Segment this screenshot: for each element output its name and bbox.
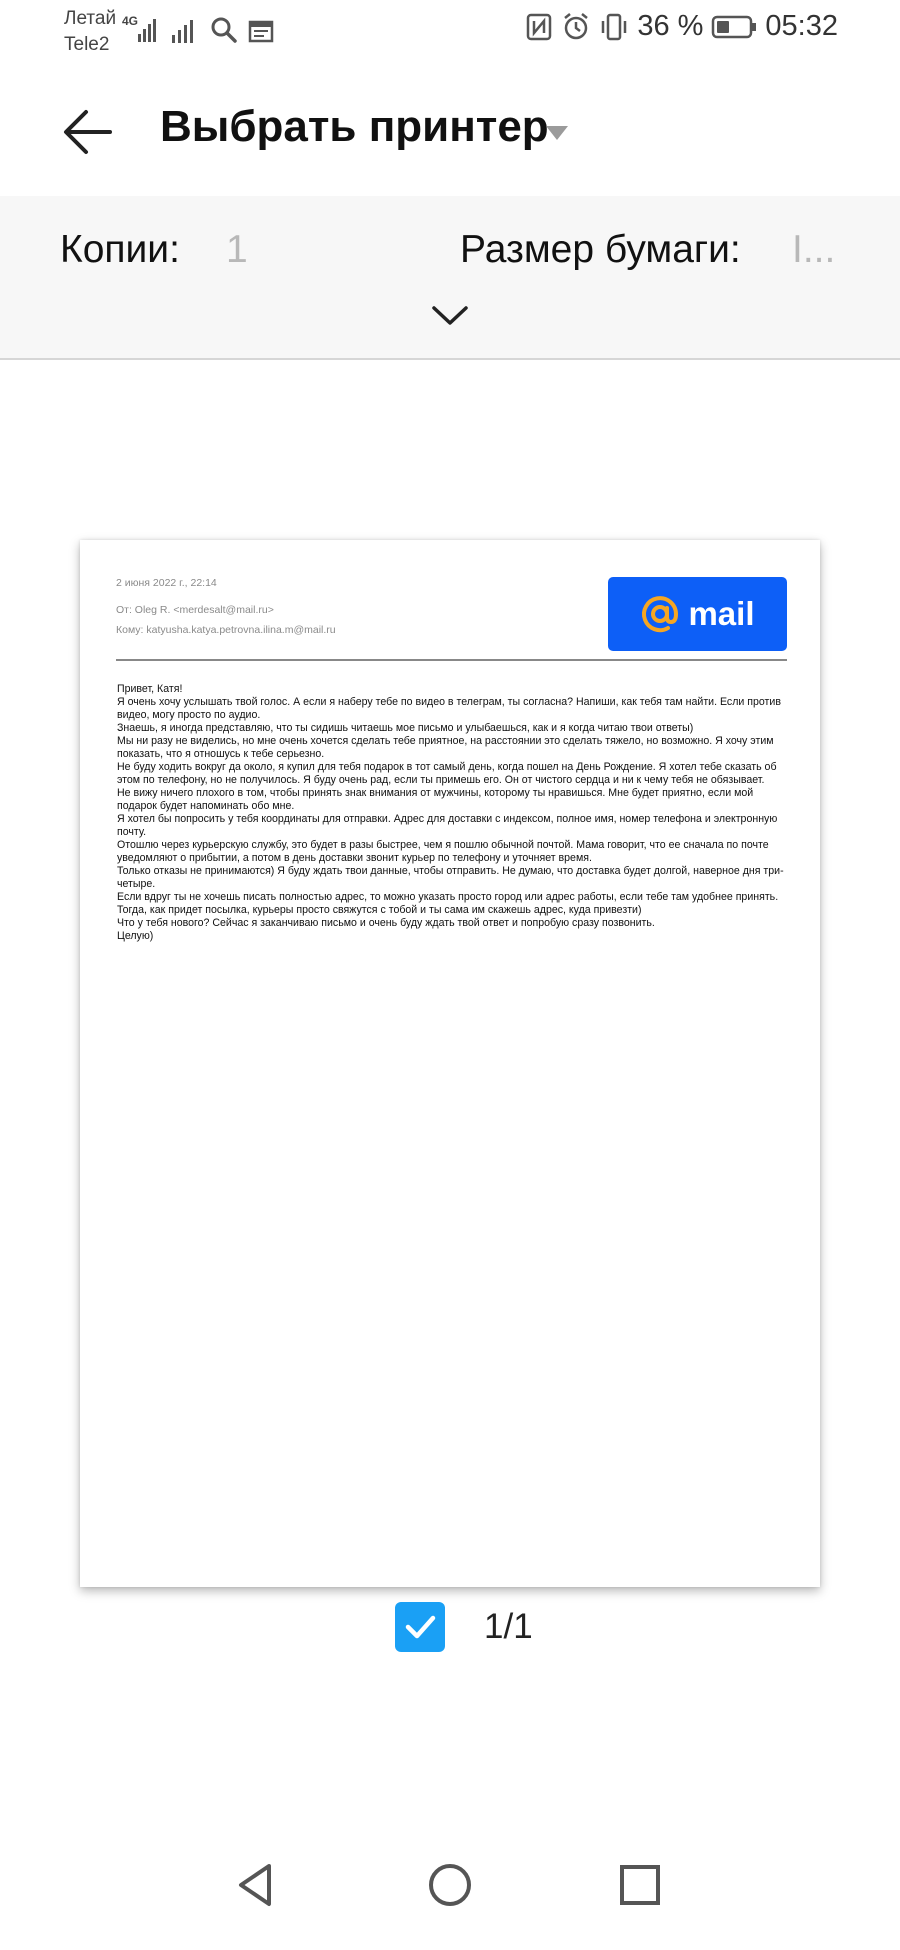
mail-logo — [608, 577, 787, 651]
body-line: Мы ни разу не виделись, но мне очень хочется сделать тебе приятное, на расстоянии это сделать тяжело, но возможно. Я хочу этим показать, что я отношусь к тебе серьезно. — [117, 735, 774, 760]
caret-down-icon[interactable] — [544, 124, 570, 142]
body-line: Целую) — [117, 930, 154, 942]
email-date: 2 июня 2022 г., 22:14 — [116, 577, 217, 589]
body-line: Что у тебя нового? Сейчас я заканчиваю письмо и очень буду ждать твой ответ и попробую сразу позвонить. — [117, 917, 655, 929]
copies-field[interactable]: 1 — [226, 228, 248, 271]
page-select-checkbox[interactable] — [395, 1602, 445, 1652]
body-line: Только отказы не принимаются) Я буду ждать твои данные, чтобы отправить. Не думаю, что доставка будет долгой, наверное дня три-четыре. — [117, 865, 784, 890]
back-arrow-icon[interactable] — [60, 104, 116, 160]
at-sign-icon — [640, 594, 680, 634]
print-preview-area — [0, 360, 900, 1700]
carrier-name-2: Tele2 — [64, 34, 110, 55]
carrier-info — [64, 6, 116, 58]
body-line: Знаешь, я иногда представляю, что ты сидишь читаешь мое письмо и улыбаешься, как и я когда читаю твои ответы) — [117, 722, 694, 734]
print-settings-panel — [0, 196, 900, 360]
status-icons-left — [120, 10, 274, 44]
signal-strength-1-icon — [120, 14, 160, 44]
vibrate-icon — [599, 12, 629, 42]
nfc-icon — [525, 13, 553, 41]
body-line: Не буду ходить вокруг да около, я купил для тебя подарок в тот самый день, когда пошел на День Рождение. Я хотел тебе сказать об этом по телефону, но не получилось. Я буду очень рад, если ты примешь его. Он от чистого сердца и ни к чему тебя не обязывает. — [117, 761, 777, 786]
status-icons-right — [525, 10, 838, 43]
paper-size-field[interactable]: I... — [792, 228, 836, 271]
battery-percent: 36 % — [637, 10, 704, 42]
signal-strength-2-icon — [170, 16, 200, 44]
body-line: Я хотел бы попросить у тебя координаты для отправки. Адрес для доставки с индексом, полное имя, номер телефона и электронную почту. — [117, 813, 778, 838]
body-line: Если вдруг ты не хочешь писать полностью адрес, то можно указать просто город или адрес работы, если тебе там удобнее принять. — [117, 891, 779, 903]
page-counter: 1/1 — [484, 1607, 533, 1646]
square-recents-icon[interactable] — [615, 1860, 665, 1910]
calendar-icon — [248, 18, 274, 44]
alarm-icon — [561, 12, 591, 42]
copies-label: Копии: — [60, 228, 180, 271]
body-line: Отошлю через курьерскую службу, это будет в разы быстрее, чем я пошлю обычной почтой. Мама говорит, что ее сначала по почте уведомляют о прибытии, а потом в день доставки звонит курьер по телефону и уточняет время. — [117, 839, 769, 864]
app-bar — [0, 62, 900, 196]
network-type-label: 4G — [122, 14, 139, 28]
triangle-back-icon[interactable] — [232, 1860, 282, 1910]
body-line: Привет, Катя! — [117, 683, 183, 695]
mail-logo-text: mail — [688, 595, 755, 632]
search-icon — [210, 16, 238, 44]
email-sender: От: Oleg R. <merdesalt@mail.ru> — [116, 604, 274, 616]
body-line: Тогда, как придет посылка, курьеры просто свяжутся с тобой и ты сама им скажешь адрес, куда привезти) — [117, 904, 642, 916]
chevron-down-icon[interactable] — [430, 302, 470, 328]
navigation-bar — [0, 1836, 900, 1950]
printer-select-title[interactable]: Выбрать принтер — [160, 102, 549, 151]
clock: 05:32 — [765, 10, 838, 42]
paper-size-label: Размер бумаги: — [460, 228, 741, 271]
email-recipient: Кому: katyusha.katya.petrovna.ilina.m@mail.ru — [116, 624, 336, 636]
body-line: Я очень хочу услышать твой голос. А если я наберу тебе по видео в телеграм, ты согласна? Напиши, как тебя там найти. Если против видео, могу просто по аудио. — [117, 696, 781, 721]
email-body — [117, 683, 789, 943]
status-bar — [0, 0, 900, 62]
body-line: Не вижу ничего плохого в том, чтобы принять знак внимания от мужчины, которому ты нравишься. Мне будет приятно, если мой подарок будет напоминать обо мне. — [117, 787, 754, 812]
carrier-name-1: Летай — [64, 8, 117, 29]
check-icon — [395, 1602, 445, 1652]
header-divider — [116, 659, 787, 661]
preview-page[interactable] — [80, 540, 820, 1587]
circle-home-icon[interactable] — [425, 1860, 475, 1910]
battery-icon — [711, 14, 757, 40]
